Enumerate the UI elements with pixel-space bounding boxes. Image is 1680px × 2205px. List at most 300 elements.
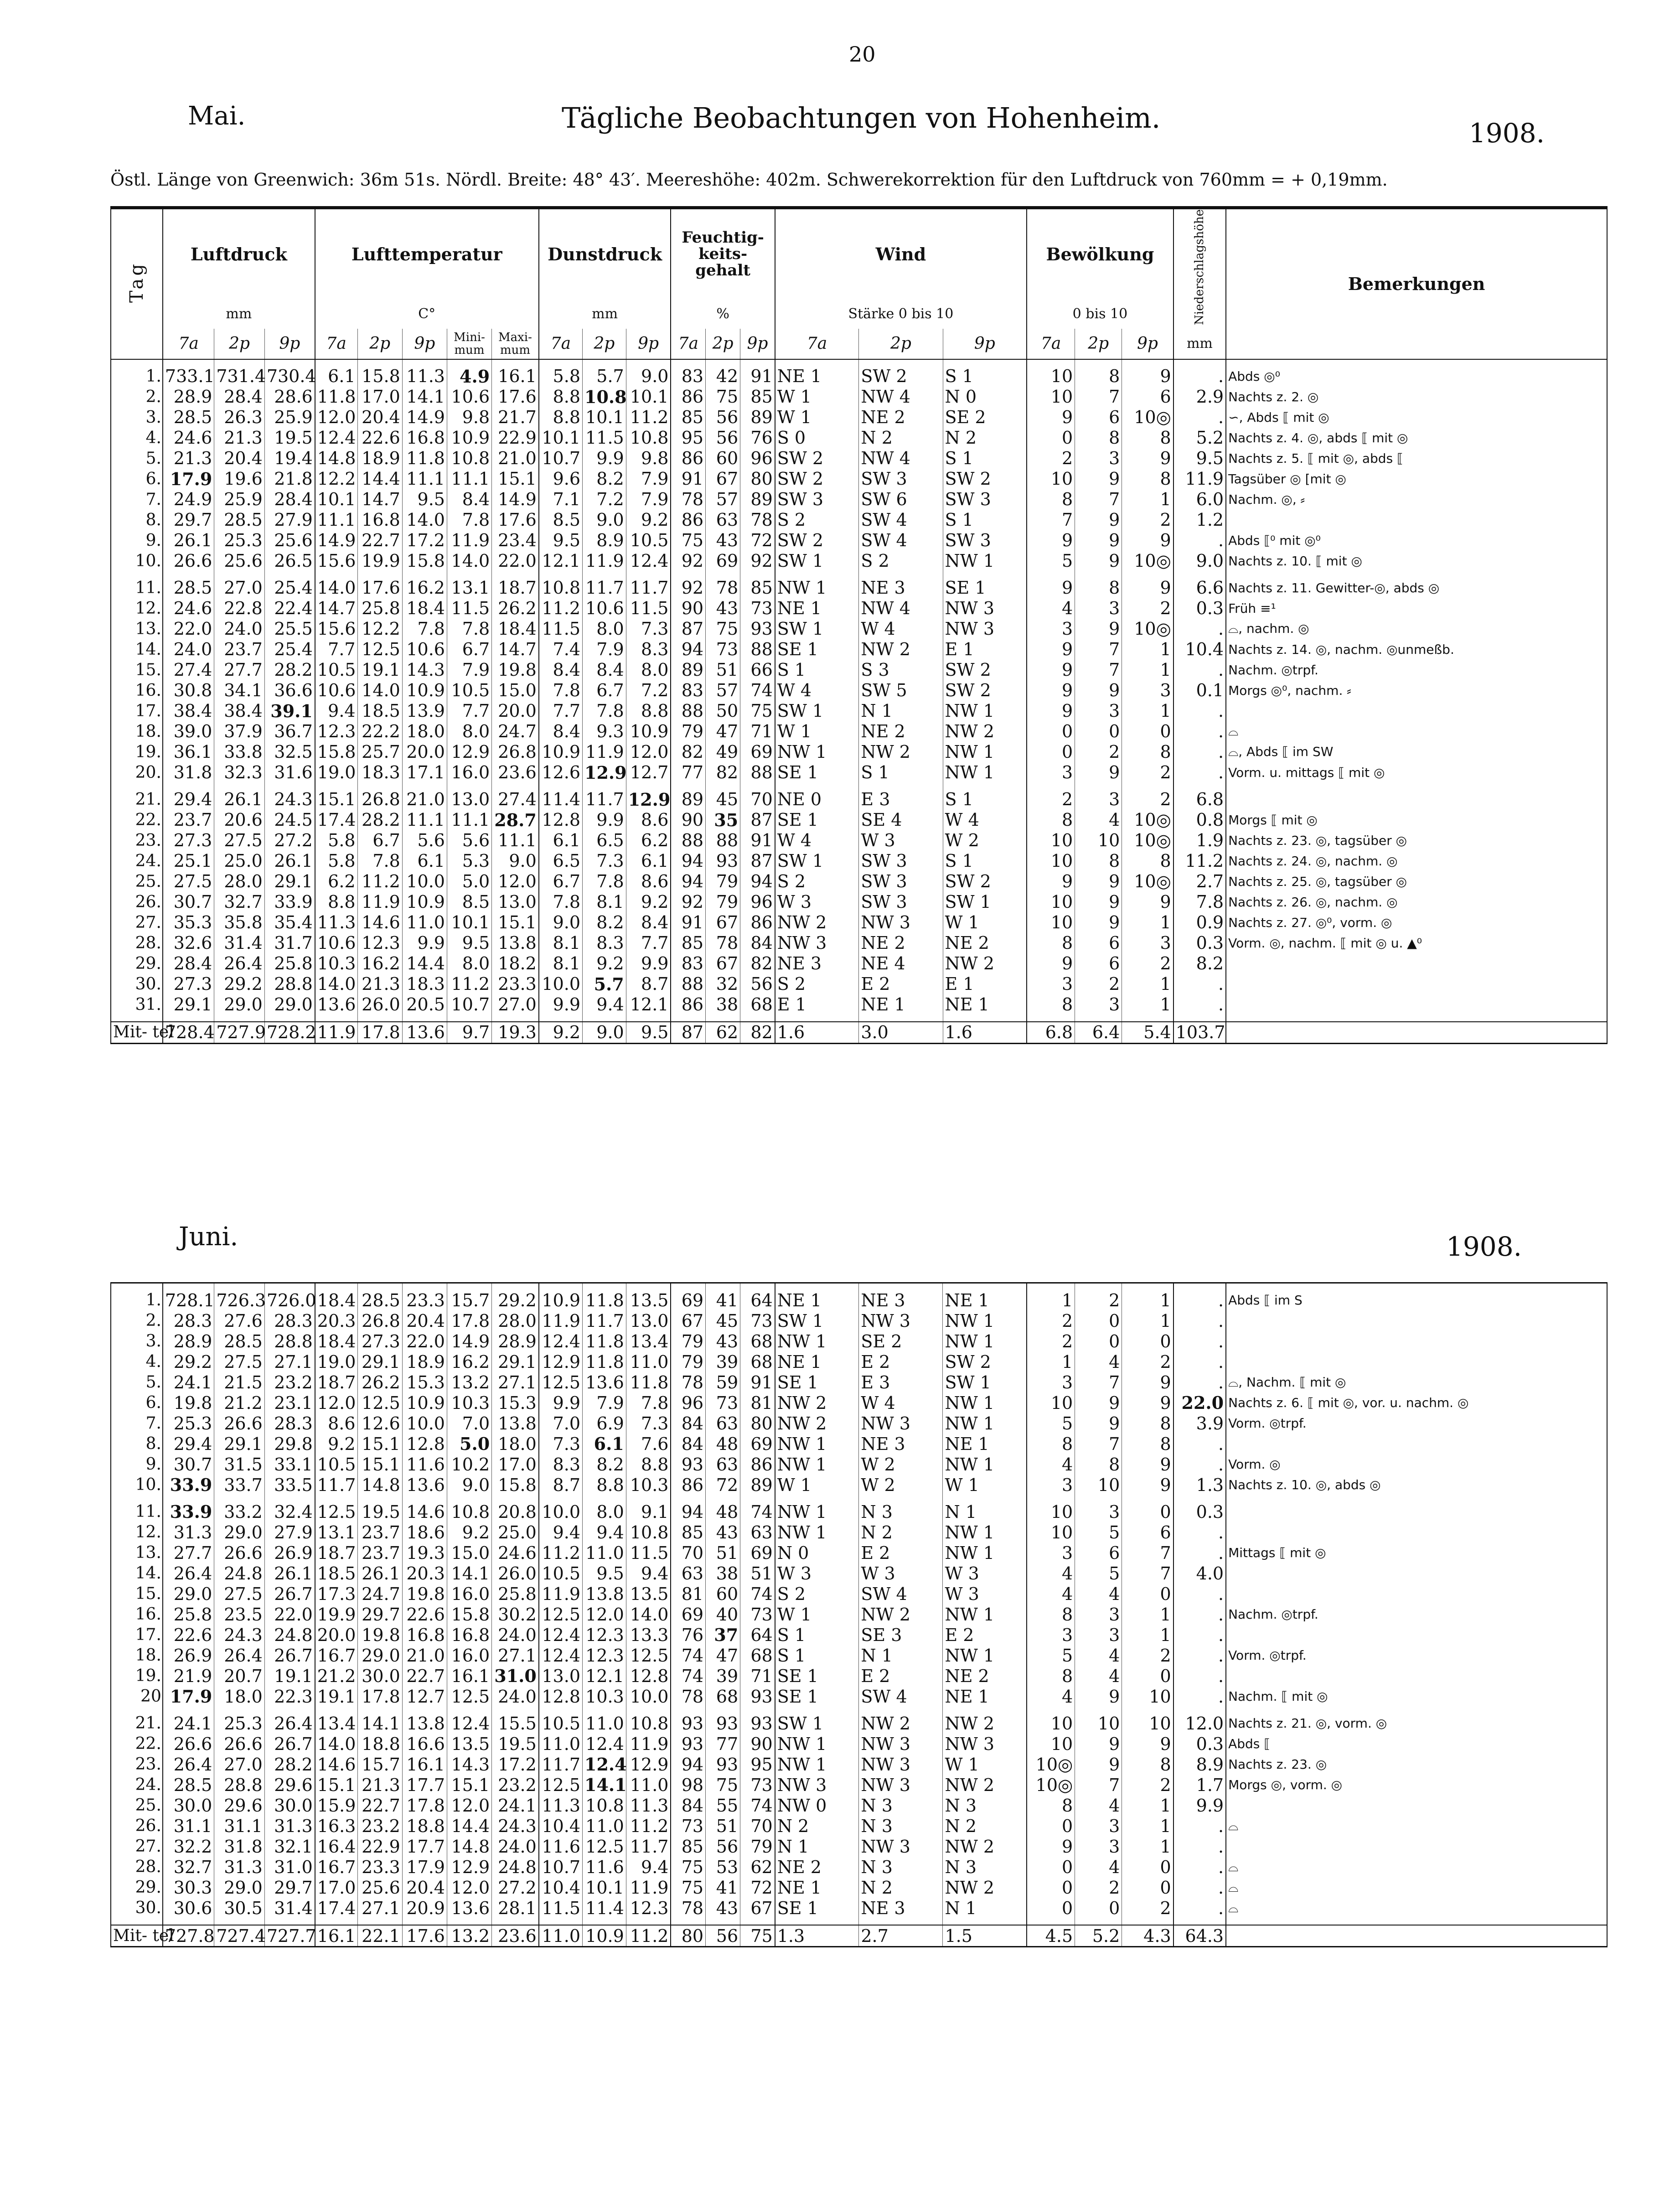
may-day-cell: 13.: [135, 619, 161, 638]
june-wind-7a-cell: NW 1: [775, 1454, 859, 1475]
may-bewoelk-7a-cell: 10: [1027, 469, 1075, 489]
may-dunst-7a-cell: 8.1: [539, 953, 583, 974]
may-dunst-2p-cell: 8.4: [583, 660, 626, 680]
june-luftdruck-9p-cell: 27.9: [264, 1522, 315, 1542]
may-luftdruck-2p-cell: 24.0: [214, 619, 264, 639]
may-temp-9p-cell: 20.0: [402, 742, 447, 762]
may-luftdruck-7a-cell: 30.8: [163, 680, 214, 701]
may-feucht-2p-cell: 47: [706, 721, 740, 742]
may-feucht-2p-cell: 43: [706, 598, 740, 619]
may-dunst-2p-cell: 7.8: [583, 871, 626, 892]
may-temp-max-cell: 28.7: [492, 810, 539, 830]
june-wind-9p-cell: NW 2: [943, 1836, 1027, 1857]
may-wind-7a-cell: SW 1: [775, 551, 859, 571]
june-wind-2p-cell: SW 4: [859, 1584, 943, 1604]
dunstdruck-header: Dunstdruck: [539, 209, 671, 299]
june-dunst-2p-cell: 6.9: [583, 1413, 626, 1434]
june-temp-max-cell: 20.8: [492, 1501, 539, 1522]
may-temp-max-cell: 23.6: [492, 762, 539, 783]
may-luftdruck-9p-cell: 24.3: [264, 789, 315, 810]
may-bemerkung-cell: Vorm. ◎, nachm. ⟦ mit ◎ u. ▲⁰: [1226, 933, 1607, 953]
may-feucht-9p-cell: 89: [740, 489, 775, 510]
june-dunst-7a-cell: 7.3: [539, 1434, 583, 1454]
may-temp-min-cell: 7.8: [447, 619, 491, 639]
june-dunst-9p-cell: 12.8: [626, 1666, 671, 1686]
may-niederschlag-cell: .: [1173, 742, 1226, 762]
may-niederschlag-cell: .: [1173, 407, 1226, 428]
june-niederschlag-cell: .: [1173, 1625, 1226, 1645]
may-wind-7a-cell: W 3: [775, 892, 859, 912]
june-dunst-9p-cell: 12.3: [626, 1898, 671, 1918]
may-temp-9p-cell: 18.0: [402, 721, 447, 742]
june-dunst-2p-cell: 12.3: [583, 1645, 626, 1666]
june-temp-min-cell: 12.0: [447, 1795, 491, 1816]
may-feucht-2p-cell: 32: [706, 974, 740, 994]
may-temp-9p-cell: 15.8: [402, 551, 447, 571]
may-feucht-2p-cell: 57: [706, 489, 740, 510]
june-bewoelk-7a-cell: 3: [1027, 1625, 1075, 1645]
may-dunst-7a-cell: 8.8: [539, 407, 583, 428]
june-temp-9p-cell: 20.4: [402, 1877, 447, 1898]
june-niederschlag-cell: 9.9: [1173, 1795, 1226, 1816]
may-dunst-7a-cell: 10.0: [539, 974, 583, 994]
june-bewoelk-7a-cell: 4: [1027, 1563, 1075, 1584]
may-bemerkung-cell: ∽, Abds ⟦ mit ◎: [1226, 407, 1607, 428]
may-feucht-7a-cell: 77: [671, 762, 705, 783]
june-luftdruck-9p-cell: 22.0: [264, 1604, 315, 1625]
june-luftdruck-2p-cell: 31.8: [214, 1836, 264, 1857]
time-7a: 7a: [315, 329, 357, 359]
may-wind-7a-cell: SW 3: [775, 489, 859, 510]
may-temp-max-cell: 26.2: [492, 598, 539, 619]
may-luftdruck-9p-cell: 28.8: [264, 974, 315, 994]
may-dunst-2p-cell: 10.6: [583, 598, 626, 619]
june-luftdruck-7a-cell: 17.9: [163, 1686, 214, 1707]
june-temp-7a-cell: 19.9: [315, 1604, 357, 1625]
may-luftdruck-2p-cell: 32.3: [214, 762, 264, 783]
may-temp-9p-cell: 10.9: [402, 892, 447, 912]
may-dunst-2p-cell: 6.5: [583, 830, 626, 851]
june-temp-min-cell: 13.2: [447, 1925, 491, 1946]
may-temp-7a-cell: 12.2: [315, 469, 357, 489]
june-dunst-2p-cell: 12.1: [583, 1666, 626, 1686]
may-wind-7a-cell: E 1: [775, 994, 859, 1015]
may-temp-9p-cell: 11.0: [402, 912, 447, 933]
may-feucht-2p-cell: 78: [706, 578, 740, 598]
time-7a: 7a: [671, 329, 705, 359]
may-niederschlag-cell: .: [1173, 721, 1226, 742]
may-row: [111, 366, 1607, 387]
may-row: [111, 598, 1607, 619]
time-2p: 2p: [706, 329, 740, 359]
may-temp-7a-cell: 7.7: [315, 639, 357, 660]
may-bewoelk-7a-cell: 3: [1027, 619, 1075, 639]
june-wind-2p-cell: NW 2: [859, 1713, 943, 1734]
june-bewoelk-2p-cell: 10: [1075, 1475, 1122, 1495]
may-bewoelk-7a-cell: 8: [1027, 489, 1075, 510]
may-feucht-7a-cell: 87: [671, 619, 705, 639]
june-day-cell: 8.: [145, 1434, 161, 1453]
june-luftdruck-9p-cell: 24.8: [264, 1625, 315, 1645]
june-wind-9p-cell: NW 1: [943, 1542, 1027, 1563]
may-day-cell: 6.: [145, 469, 161, 488]
may-wind-7a-cell: NW 3: [775, 933, 859, 953]
may-niederschlag-cell: .: [1173, 660, 1226, 680]
may-dunst-7a-cell: 9.2: [539, 1022, 583, 1043]
may-bewoelk-9p-cell: 5.4: [1122, 1022, 1173, 1043]
june-wind-7a-cell: NW 1: [775, 1522, 859, 1542]
june-niederschlag-cell: 0.3: [1173, 1501, 1226, 1522]
may-bemerkung-cell: Nachts z. 24. ◎, nachm. ◎: [1226, 851, 1607, 871]
june-dunst-9p-cell: 11.2: [626, 1816, 671, 1836]
june-bewoelk-2p-cell: 4: [1075, 1584, 1122, 1604]
june-feucht-2p-cell: 47: [706, 1645, 740, 1666]
may-feucht-9p-cell: 92: [740, 551, 775, 571]
june-wind-9p-cell: NW 1: [943, 1604, 1027, 1625]
june-wind-2p-cell: W 2: [859, 1475, 943, 1495]
june-wind-9p-cell: NW 1: [943, 1413, 1027, 1434]
june-feucht-7a-cell: 86: [671, 1475, 705, 1495]
may-dunst-2p-cell: 11.7: [583, 578, 626, 598]
june-decade-gap: [111, 1495, 1607, 1501]
june-feucht-7a-cell: 93: [671, 1713, 705, 1734]
may-dunst-2p-cell: 9.0: [583, 510, 626, 530]
may-bewoelk-2p-cell: 8: [1075, 851, 1122, 871]
june-niederschlag-cell: .: [1173, 1877, 1226, 1898]
may-row: [111, 469, 1607, 489]
june-temp-9p-cell: 20.9: [402, 1898, 447, 1918]
june-bewoelk-9p-cell: 10: [1122, 1713, 1173, 1734]
june-bewoelk-9p-cell: 9: [1122, 1454, 1173, 1475]
june-feucht-9p-cell: 95: [740, 1754, 775, 1775]
june-niederschlag-cell: .: [1173, 1666, 1226, 1686]
june-wind-7a-cell: NW 2: [775, 1392, 859, 1413]
june-temp-2p-cell: 15.1: [357, 1454, 402, 1475]
may-temp-7a-cell: 5.8: [315, 830, 357, 851]
june-bewoelk-7a-cell: 2: [1027, 1310, 1075, 1331]
may-temp-min-cell: 10.1: [447, 912, 491, 933]
may-temp-7a-cell: 14.8: [315, 448, 357, 469]
may-temp-min-cell: 9.7: [447, 1022, 491, 1043]
june-luftdruck-2p-cell: 28.8: [214, 1775, 264, 1795]
june-luftdruck-2p-cell: 21.2: [214, 1392, 264, 1413]
may-dunst-9p-cell: 10.8: [626, 428, 671, 448]
may-temp-9p-cell: 16.2: [402, 578, 447, 598]
may-wind-2p-cell: E 3: [859, 789, 943, 810]
may-temp-2p-cell: 16.8: [357, 510, 402, 530]
may-dunst-9p-cell: 11.2: [626, 407, 671, 428]
june-wind-7a-cell: NE 1: [775, 1877, 859, 1898]
may-bewoelk-9p-cell: 1: [1122, 489, 1173, 510]
june-row: [111, 1454, 1607, 1475]
may-feucht-2p-cell: 63: [706, 510, 740, 530]
june-temp-7a-cell: 18.7: [315, 1372, 357, 1392]
may-dunst-9p-cell: 10.5: [626, 530, 671, 551]
june-wind-2p-cell: SW 4: [859, 1686, 943, 1707]
may-bewoelk-7a-cell: 2: [1027, 448, 1075, 469]
may-wind-7a-cell: SE 1: [775, 639, 859, 660]
june-luftdruck-7a-cell: 31.3: [163, 1522, 214, 1542]
may-bewoelk-9p-cell: 9: [1122, 892, 1173, 912]
june-wind-2p-cell: N 3: [859, 1501, 943, 1522]
may-temp-7a-cell: 19.0: [315, 762, 357, 783]
june-niederschlag-cell: 1.7: [1173, 1775, 1226, 1795]
june-bewoelk-7a-cell: 10: [1027, 1522, 1075, 1542]
june-dunst-7a-cell: 11.0: [539, 1734, 583, 1754]
june-luftdruck-9p-cell: 31.4: [264, 1898, 315, 1918]
june-temp-9p-cell: 12.7: [402, 1686, 447, 1707]
june-dunst-7a-cell: 12.4: [539, 1625, 583, 1645]
may-temp-2p-cell: 25.7: [357, 742, 402, 762]
june-feucht-7a-cell: 96: [671, 1392, 705, 1413]
may-niederschlag-cell: .: [1173, 530, 1226, 551]
may-temp-7a-cell: 13.6: [315, 994, 357, 1015]
may-temp-max-cell: 26.8: [492, 742, 539, 762]
may-luftdruck-2p-cell: 25.9: [214, 489, 264, 510]
may-feucht-2p-cell: 67: [706, 953, 740, 974]
june-bemerkung-cell: [1226, 1795, 1607, 1816]
june-niederschlag-cell: 3.9: [1173, 1413, 1226, 1434]
june-temp-9p-cell: 22.7: [402, 1666, 447, 1686]
may-day-cell: 19.: [135, 742, 161, 761]
may-wind-7a-cell: SW 2: [775, 530, 859, 551]
june-dunst-7a-cell: 10.7: [539, 1857, 583, 1877]
may-mean-row: [111, 1022, 1607, 1043]
may-feucht-2p-cell: 67: [706, 469, 740, 489]
june-luftdruck-2p-cell: 31.1: [214, 1816, 264, 1836]
may-niederschlag-cell: 0.9: [1173, 912, 1226, 933]
bemerkungen-header: Bemerkungen: [1226, 209, 1607, 359]
june-temp-2p-cell: 22.7: [357, 1795, 402, 1816]
may-feucht-9p-cell: 71: [740, 721, 775, 742]
may-dunst-9p-cell: 12.1: [626, 994, 671, 1015]
june-wind-7a-cell: SE 1: [775, 1898, 859, 1918]
june-luftdruck-7a-cell: 28.9: [163, 1331, 214, 1351]
june-bewoelk-2p-cell: 5: [1075, 1563, 1122, 1584]
june-row: [111, 1604, 1607, 1625]
may-dunst-9p-cell: 8.6: [626, 810, 671, 830]
june-row: [111, 1290, 1607, 1310]
may-wind-2p-cell: E 2: [859, 974, 943, 994]
june-temp-max-cell: 17.2: [492, 1754, 539, 1775]
june-bewoelk-9p-cell: 1: [1122, 1310, 1173, 1331]
june-temp-9p-cell: 22.0: [402, 1331, 447, 1351]
may-temp-max-cell: 17.6: [492, 387, 539, 407]
may-bewoelk-2p-cell: 8: [1075, 428, 1122, 448]
may-wind-2p-cell: NW 2: [859, 639, 943, 660]
may-luftdruck-2p-cell: 27.5: [214, 830, 264, 851]
luftdruck-header: Luftdruck: [163, 209, 315, 299]
may-wind-7a-cell: SW 1: [775, 701, 859, 721]
may-wind-2p-cell: 3.0: [859, 1022, 943, 1043]
may-wind-9p-cell: W 2: [943, 830, 1027, 851]
june-bewoelk-9p-cell: 2: [1122, 1351, 1173, 1372]
may-wind-7a-cell: S 2: [775, 871, 859, 892]
june-luftdruck-9p-cell: 28.3: [264, 1310, 315, 1331]
june-feucht-7a-cell: 70: [671, 1542, 705, 1563]
june-temp-max-cell: 13.8: [492, 1413, 539, 1434]
may-wind-7a-cell: SW 1: [775, 851, 859, 871]
may-temp-2p-cell: 18.3: [357, 762, 402, 783]
june-feucht-2p-cell: 39: [706, 1351, 740, 1372]
june-wind-9p-cell: N 1: [943, 1501, 1027, 1522]
time-9p: 9p: [402, 329, 447, 359]
june-temp-9p-cell: 10.9: [402, 1392, 447, 1413]
may-bewoelk-7a-cell: 9: [1027, 680, 1075, 701]
may-feucht-7a-cell: 86: [671, 510, 705, 530]
may-bewoelk-7a-cell: 8: [1027, 810, 1075, 830]
june-wind-2p-cell: E 2: [859, 1351, 943, 1372]
june-bewoelk-9p-cell: 1: [1122, 1795, 1173, 1816]
may-day-cell: 3.: [145, 408, 161, 427]
june-row: [111, 1522, 1607, 1542]
june-wind-9p-cell: NW 2: [943, 1775, 1027, 1795]
may-temp-9p-cell: 5.6: [402, 830, 447, 851]
may-dunst-7a-cell: 10.9: [539, 742, 583, 762]
may-temp-min-cell: 16.0: [447, 762, 491, 783]
may-temp-max-cell: 23.4: [492, 530, 539, 551]
june-bewoelk-7a-cell: 1: [1027, 1290, 1075, 1310]
may-niederschlag-cell: 9.5: [1173, 448, 1226, 469]
may-feucht-2p-cell: 79: [706, 871, 740, 892]
may-feucht-9p-cell: 88: [740, 762, 775, 783]
june-temp-7a-cell: 17.0: [315, 1877, 357, 1898]
may-feucht-7a-cell: 94: [671, 851, 705, 871]
may-luftdruck-9p-cell: 19.4: [264, 448, 315, 469]
june-dunst-9p-cell: 12.9: [626, 1754, 671, 1775]
june-row: [111, 1501, 1607, 1522]
june-dunst-2p-cell: 12.0: [583, 1604, 626, 1625]
may-bewoelk-9p-cell: 8: [1122, 469, 1173, 489]
june-bewoelk-9p-cell: 1: [1122, 1625, 1173, 1645]
june-temp-2p-cell: 28.5: [357, 1290, 402, 1310]
june-bewoelk-9p-cell: 8: [1122, 1413, 1173, 1434]
may-dunst-7a-cell: 11.2: [539, 598, 583, 619]
may-dunst-2p-cell: 8.2: [583, 912, 626, 933]
may-bewoelk-9p-cell: 8: [1122, 428, 1173, 448]
may-wind-7a-cell: SW 2: [775, 448, 859, 469]
may-bewoelk-9p-cell: 2: [1122, 598, 1173, 619]
may-niederschlag-cell: .: [1173, 762, 1226, 783]
may-temp-2p-cell: 14.6: [357, 912, 402, 933]
june-niederschlag-cell: .: [1173, 1686, 1226, 1707]
june-dunst-7a-cell: 12.4: [539, 1645, 583, 1666]
june-day-cell: 9.: [145, 1455, 161, 1474]
june-temp-2p-cell: 14.8: [357, 1475, 402, 1495]
june-niederschlag-cell: 4.0: [1173, 1563, 1226, 1584]
june-dunst-7a-cell: 11.9: [539, 1310, 583, 1331]
may-wind-2p-cell: SW 4: [859, 510, 943, 530]
june-temp-min-cell: 12.5: [447, 1686, 491, 1707]
june-dunst-2p-cell: 11.0: [583, 1542, 626, 1563]
may-bewoelk-7a-cell: 9: [1027, 953, 1075, 974]
may-niederschlag-cell: 103.7: [1173, 1022, 1226, 1043]
june-luftdruck-2p-cell: 31.3: [214, 1857, 264, 1877]
june-bewoelk-2p-cell: 7: [1075, 1775, 1122, 1795]
may-niederschlag-cell: .: [1173, 366, 1226, 387]
may-bewoelk-2p-cell: 3: [1075, 701, 1122, 721]
june-bewoelk-7a-cell: 8: [1027, 1434, 1075, 1454]
june-row: [111, 1542, 1607, 1563]
may-feucht-7a-cell: 83: [671, 680, 705, 701]
may-luftdruck-2p-cell: 35.8: [214, 912, 264, 933]
may-dunst-9p-cell: 11.5: [626, 598, 671, 619]
june-wind-7a-cell: S 2: [775, 1584, 859, 1604]
june-day-cell: Mit- tel: [111, 1925, 163, 1946]
june-bewoelk-2p-cell: 7: [1075, 1372, 1122, 1392]
may-bemerkung-cell: [1226, 953, 1607, 974]
june-bemerkung-cell: Vorm. ◎: [1226, 1454, 1607, 1475]
june-feucht-9p-cell: 75: [740, 1925, 775, 1946]
may-luftdruck-2p-cell: 26.4: [214, 953, 264, 974]
june-dunst-7a-cell: 12.5: [539, 1604, 583, 1625]
may-wind-2p-cell: NW 4: [859, 387, 943, 407]
june-temp-7a-cell: 8.6: [315, 1413, 357, 1434]
may-temp-min-cell: 8.0: [447, 721, 491, 742]
may-luftdruck-2p-cell: 38.4: [214, 701, 264, 721]
may-luftdruck-7a-cell: 25.1: [163, 851, 214, 871]
june-feucht-7a-cell: 74: [671, 1645, 705, 1666]
may-temp-9p-cell: 6.1: [402, 851, 447, 871]
may-dunst-9p-cell: 7.9: [626, 489, 671, 510]
june-decade-gap: [111, 1918, 1607, 1925]
may-feucht-2p-cell: 78: [706, 933, 740, 953]
may-bewoelk-9p-cell: 0: [1122, 721, 1173, 742]
june-temp-9p-cell: 18.8: [402, 1816, 447, 1836]
may-day-cell: 31.: [135, 995, 161, 1014]
june-luftdruck-7a-cell: 22.6: [163, 1625, 214, 1645]
may-luftdruck-7a-cell: 22.0: [163, 619, 214, 639]
june-feucht-9p-cell: 69: [740, 1434, 775, 1454]
june-feucht-2p-cell: 63: [706, 1454, 740, 1475]
may-bewoelk-2p-cell: 9: [1075, 680, 1122, 701]
june-wind-9p-cell: N 3: [943, 1795, 1027, 1816]
june-temp-9p-cell: 17.8: [402, 1795, 447, 1816]
june-bewoelk-2p-cell: 3: [1075, 1836, 1122, 1857]
june-luftdruck-7a-cell: 32.7: [163, 1857, 214, 1877]
june-wind-9p-cell: SW 1: [943, 1372, 1027, 1392]
june-feucht-2p-cell: 41: [706, 1290, 740, 1310]
may-temp-7a-cell: 10.6: [315, 680, 357, 701]
june-temp-7a-cell: 18.4: [315, 1290, 357, 1310]
june-temp-9p-cell: 16.8: [402, 1625, 447, 1645]
may-day-cell: 18.: [135, 722, 161, 741]
june-dunst-7a-cell: 11.3: [539, 1795, 583, 1816]
june-luftdruck-7a-cell: 19.8: [163, 1392, 214, 1413]
june-row: [111, 1754, 1607, 1775]
june-wind-7a-cell: NE 1: [775, 1290, 859, 1310]
may-dunst-9p-cell: 12.0: [626, 742, 671, 762]
june-feucht-2p-cell: 73: [706, 1392, 740, 1413]
june-bemerkung-cell: [1226, 1584, 1607, 1604]
june-luftdruck-7a-cell: 27.7: [163, 1542, 214, 1563]
june-wind-9p-cell: N 2: [943, 1816, 1027, 1836]
may-temp-9p-cell: 10.0: [402, 871, 447, 892]
june-bewoelk-2p-cell: 10: [1075, 1713, 1122, 1734]
may-bemerkung-cell: Nachts z. 4. ◎, abds ⟦ mit ◎: [1226, 428, 1607, 448]
june-temp-9p-cell: 13.6: [402, 1475, 447, 1495]
may-day-cell: 4.: [145, 428, 161, 447]
may-temp-max-cell: 19.3: [492, 1022, 539, 1043]
may-dunst-7a-cell: 8.8: [539, 387, 583, 407]
june-day-cell: 16.: [135, 1605, 161, 1624]
may-wind-7a-cell: NE 3: [775, 953, 859, 974]
june-niederschlag-cell: .: [1173, 1898, 1226, 1918]
june-temp-9p-cell: 23.3: [402, 1290, 447, 1310]
may-feucht-9p-cell: 82: [740, 1022, 775, 1043]
time-7a: 7a: [539, 329, 583, 359]
may-day-cell: Mit- tel: [111, 1022, 163, 1043]
